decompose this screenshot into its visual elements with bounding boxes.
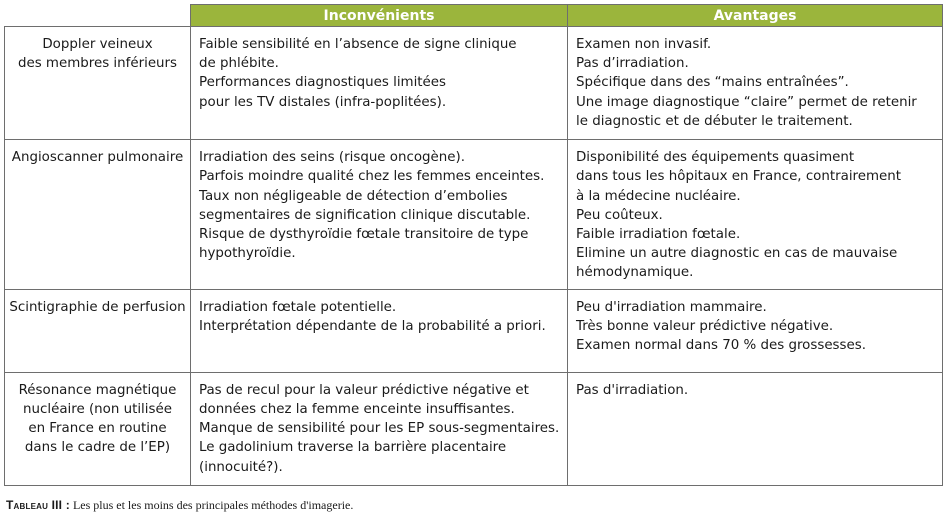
- text-line: (innocuité?).: [199, 459, 283, 475]
- caption-label: Tableau III :: [6, 498, 70, 512]
- method-line: des membres inférieurs: [17, 56, 178, 72]
- method-line: Doppler veineux: [42, 37, 153, 52]
- text-line: hypothyroïdie.: [199, 246, 296, 262]
- text-line: Une image diagnostique “claire” permet de retenir: [576, 94, 917, 110]
- text-line: Faible sensibilité en l’absence de signe clinique: [199, 37, 517, 52]
- text-line: données chez la femme enceinte insuffisantes.: [199, 401, 515, 417]
- method-line: Scintigraphie de perfusion: [9, 299, 186, 315]
- header-inconvenients: Inconvénients: [191, 5, 568, 27]
- text-line: hémodynamique.: [576, 265, 694, 281]
- text-line: Elimine un autre diagnostic en cas de mauvaise: [576, 246, 898, 262]
- text-line: le diagnostic et de débuter le traitement.: [576, 113, 853, 129]
- method-line: Angioscanner pulmonaire: [11, 150, 184, 166]
- header-avantages: Avantages: [568, 5, 943, 27]
- inconvenients-cell: [191, 289, 568, 372]
- method-line: en France en routine: [28, 421, 167, 437]
- method-cell: [5, 27, 191, 140]
- caption-text: Les plus et les moins des principales méthodes d'imagerie.: [69, 498, 354, 512]
- text-line: Irradiation des seins (risque oncogène).: [199, 150, 465, 166]
- text-line: Taux non négligeable de détection d’embolies: [199, 188, 508, 204]
- text-line: Très bonne valeur prédictive négative.: [576, 318, 834, 334]
- text-line: Manque de sensibilité pour les EP sous-segmentaires.: [199, 421, 560, 437]
- method-line: dans le cadre de l’EP): [24, 440, 171, 456]
- text-line: Parfois moindre qualité chez les femmes enceintes.: [199, 169, 545, 185]
- header-empty-cell: [5, 5, 191, 27]
- text-line: Pas d'irradiation.: [576, 382, 689, 398]
- text-line: Pas de recul pour la valeur prédictive négative et: [199, 382, 529, 398]
- text-line: Peu d'irradiation mammaire.: [576, 299, 767, 315]
- method-line: nucléaire (non utilisée: [23, 401, 172, 417]
- inconvenients-cell: [191, 140, 568, 289]
- text-line: à la médecine nucléaire.: [576, 188, 741, 204]
- inconvenients-cell: [191, 27, 568, 140]
- method-cell: [5, 140, 191, 289]
- text-line: de phlébite.: [199, 56, 279, 72]
- table-row-irm: [5, 372, 943, 485]
- avantages-cell: [568, 27, 943, 140]
- text-line: Examen non invasif.: [576, 37, 712, 52]
- method-cell: [5, 289, 191, 372]
- text-line: Examen normal dans 70 % des grossesses.: [576, 337, 866, 353]
- text-line: Faible irradiation fœtale.: [576, 227, 741, 243]
- table-row-doppler: [5, 27, 943, 140]
- method-cell: [5, 372, 191, 485]
- table-row-scintigraphie: [5, 289, 943, 372]
- table-header-row: [5, 5, 943, 27]
- avantages-cell: [568, 372, 943, 485]
- imaging-comparison-table: [4, 4, 943, 486]
- text-line: Interprétation dépendante de la probabilité a priori.: [199, 318, 546, 334]
- text-line: segmentaires de signification clinique discutable.: [199, 207, 531, 223]
- table-caption: [6, 498, 353, 513]
- text-line: pour les TV distales (infra-poplitées).: [199, 94, 447, 110]
- method-line: Résonance magnétique: [18, 382, 177, 398]
- inconvenients-cell: [191, 372, 568, 485]
- text-line: Performances diagnostiques limitées: [199, 75, 447, 91]
- text-line: Disponibilité des équipements quasiment: [576, 150, 855, 166]
- text-line: dans tous les hôpitaux en France, contrairement: [576, 169, 902, 185]
- text-line: Irradiation fœtale potentielle.: [199, 299, 397, 315]
- text-line: Peu coûteux.: [576, 207, 663, 223]
- text-line: Risque de dysthyroïdie fœtale transitoire de type: [199, 227, 529, 243]
- avantages-cell: [568, 289, 943, 372]
- avantages-cell: [568, 140, 943, 289]
- text-line: Le gadolinium traverse la barrière placentaire: [199, 440, 507, 456]
- text-line: Pas d’irradiation.: [576, 56, 689, 72]
- table-row-angioscanner: [5, 140, 943, 289]
- text-line: Spécifique dans des “mains entraînées”.: [576, 75, 849, 91]
